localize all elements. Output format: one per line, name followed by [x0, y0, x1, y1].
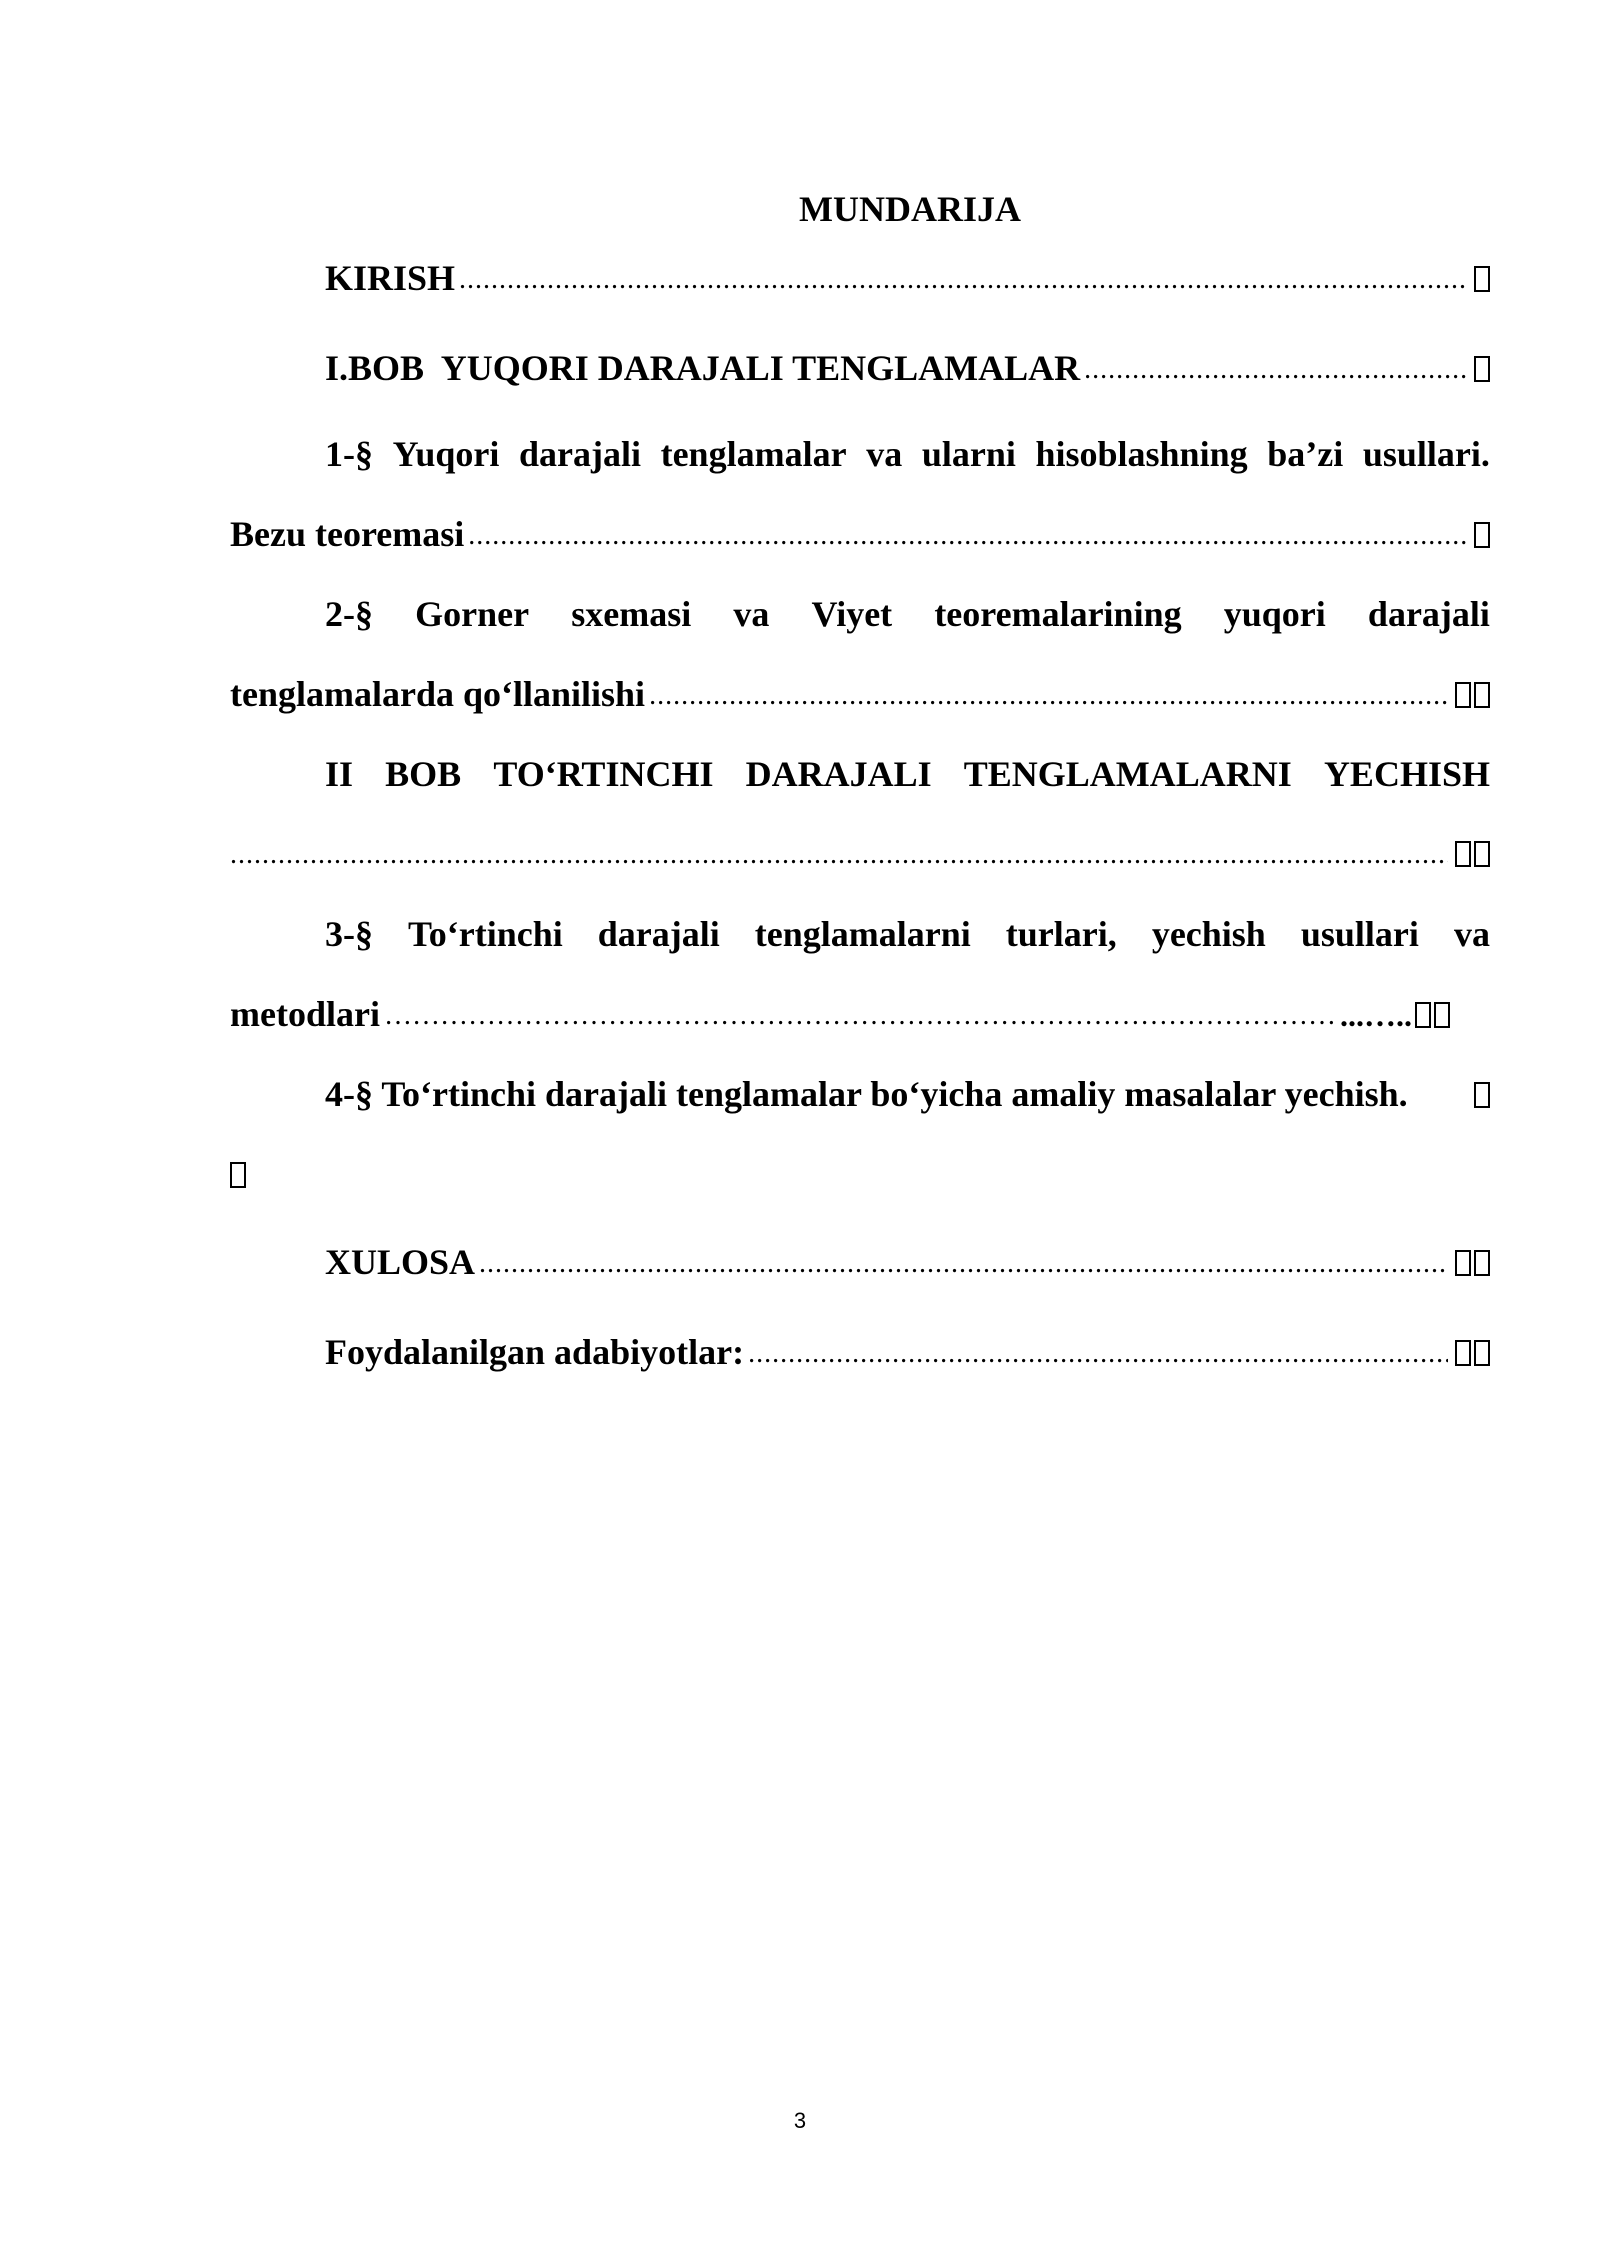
toc-entry-label: 4-§ To‘rtinchi darajali tenglamalar bo‘yicha amaliy masalalar yechish.: [325, 1074, 1408, 1114]
toc-word: TENGLAMALARNI: [963, 754, 1292, 794]
toc-entry-line-2: [230, 494, 1490, 578]
toc-word: sxemasi: [571, 594, 692, 634]
toc-entry-label: I.BOB YUQORI DARAJALI TENGLAMALAR: [325, 348, 1081, 388]
toc-entry-label: KIRISH: [325, 258, 456, 298]
toc-entry-line-2: [230, 974, 1450, 1058]
toc-entry-label: Bezu teoremasi: [230, 514, 465, 554]
page-number-placeholder-icon: [1452, 1313, 1490, 1393]
dot-leader: [384, 976, 1336, 1056]
dot-leader: [649, 656, 1448, 736]
toc-entry-chapter-1[interactable]: [230, 328, 1490, 412]
toc-entry-line-1: [230, 894, 1490, 974]
toc-word: ularni: [921, 434, 1016, 474]
page-number-placeholder-icon: [230, 1135, 246, 1215]
toc-word: turlari,: [1005, 914, 1117, 954]
toc-word: 1-§: [325, 434, 373, 474]
toc-word: hisoblashning: [1035, 434, 1248, 474]
toc-word: tenglamalar: [660, 434, 847, 474]
toc-word: va: [1453, 914, 1490, 954]
toc-word: Viyet: [811, 594, 893, 634]
toc-entry-section-4[interactable]: [230, 1054, 1490, 1215]
toc-entry-chapter-2[interactable]: [230, 734, 1490, 897]
toc-entry-line-2: [230, 654, 1490, 738]
toc-word: ba’zi: [1267, 434, 1344, 474]
page-number-placeholder-icon: [1452, 655, 1490, 735]
dot-leader: [748, 1314, 1448, 1394]
toc-entry-section-1[interactable]: [230, 414, 1490, 578]
toc-word: Yuqori: [392, 434, 500, 474]
dot-leader: [1084, 330, 1467, 410]
toc-entry-section-2[interactable]: [230, 574, 1490, 738]
toc-word: usullari: [1300, 914, 1419, 954]
toc-entry-label: tenglamalarda qo‘llanilishi: [230, 674, 646, 714]
toc-entry-line-2: [230, 1135, 1490, 1215]
toc-entry-label: Foydalanilgan adabiyotlar:: [325, 1332, 745, 1372]
toc-word: yuqori: [1223, 594, 1326, 634]
page-number-placeholder-icon: [1412, 975, 1450, 1055]
toc-entry-label: metodlari: [230, 994, 380, 1034]
toc-word: tenglamalarni: [754, 914, 971, 954]
toc-word: darajali: [518, 434, 641, 474]
toc-entry-line-1: [230, 734, 1490, 814]
page-title: MUNDARIJA: [799, 189, 1021, 229]
toc-entry-references[interactable]: [230, 1312, 1490, 1396]
page-number-placeholder-icon: [1452, 1223, 1490, 1303]
page-number-placeholder-icon: [1471, 329, 1490, 409]
dot-leader: [230, 815, 1448, 895]
toc-entry-section-3[interactable]: [230, 894, 1490, 1058]
page-number: 3: [793, 2108, 807, 2133]
leader-tail: ...…..: [1340, 997, 1412, 1033]
toc-word: To‘rtinchi: [408, 914, 563, 954]
toc-word: BOB: [385, 754, 462, 794]
toc-word: YECHISH: [1323, 754, 1490, 794]
page-number-placeholder-icon: [1471, 1055, 1490, 1135]
toc-entry-line-2: [230, 814, 1490, 897]
dot-leader: [459, 240, 1467, 320]
toc-word: yechish: [1151, 914, 1266, 954]
toc-entry-line-1: [230, 574, 1490, 654]
toc-word: Gorner: [415, 594, 530, 634]
toc-word: teoremalarining: [934, 594, 1182, 634]
dot-leader: [468, 496, 1467, 576]
toc-word: va: [866, 434, 903, 474]
toc-word: DARAJALI: [745, 754, 932, 794]
toc-word: usullari.: [1362, 434, 1490, 474]
toc-word: 2-§: [325, 594, 373, 634]
toc-word: va: [733, 594, 770, 634]
toc-entry-label: XULOSA: [325, 1242, 476, 1282]
toc-word: 3-§: [325, 914, 373, 954]
page-number-placeholder-icon: [1452, 814, 1490, 894]
toc-entry-conclusion[interactable]: [230, 1222, 1490, 1306]
toc-word: darajali: [1367, 594, 1490, 634]
toc-entry-line-1: [230, 1054, 1490, 1135]
toc-word: II: [325, 754, 354, 794]
toc-word: TO‘RTINCHI: [493, 754, 714, 794]
toc-entry-line-1: [230, 414, 1490, 494]
toc-entry-kirish[interactable]: [230, 238, 1490, 322]
dot-leader: [479, 1224, 1448, 1304]
page-number-placeholder-icon: [1471, 495, 1490, 575]
page-number-placeholder-icon: [1471, 239, 1490, 319]
toc-word: darajali: [597, 914, 720, 954]
